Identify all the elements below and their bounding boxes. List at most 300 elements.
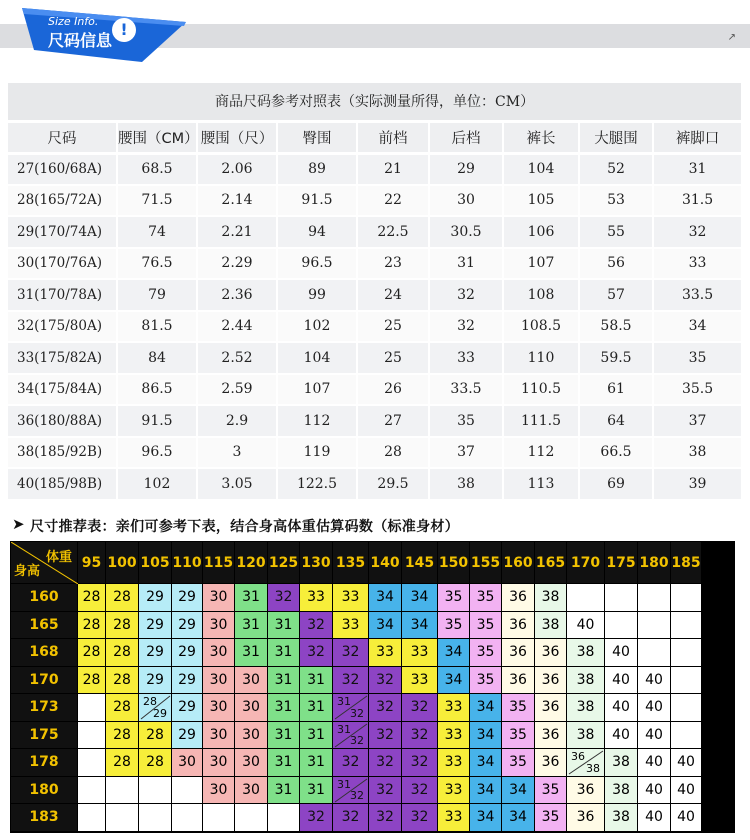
size-cell: 28 — [78, 584, 106, 612]
table-row — [8, 185, 742, 217]
size-cell: 29 — [172, 584, 203, 612]
size-cell: 31 — [268, 721, 300, 749]
empty-cell — [605, 584, 638, 612]
size-cell: 36 — [502, 584, 535, 612]
size-cell: 33 — [402, 666, 438, 694]
table-cell: 35 — [429, 405, 503, 437]
size-cell: 40 — [638, 804, 671, 832]
empty-cell — [78, 804, 106, 832]
table-cell: 91.5 — [117, 405, 197, 437]
size-label-cell: 30(170/76A) — [8, 248, 117, 280]
table-cell: 24 — [357, 279, 429, 311]
height-header: 173 — [11, 694, 78, 722]
size-label-cell: 27(160/68A) — [8, 153, 117, 185]
table-cell: 2.21 — [197, 216, 277, 248]
table-cell: 52 — [579, 153, 653, 185]
recommend-table — [10, 541, 702, 832]
table-cell: 66.5 — [579, 437, 653, 469]
size-cell: 31 — [300, 666, 333, 694]
table-cell: 86.5 — [117, 374, 197, 406]
size-cell: 40 — [638, 749, 671, 777]
size-cell: 38 — [567, 666, 605, 694]
size-cell: 35 — [535, 776, 567, 804]
size-cell: 30 — [203, 666, 235, 694]
column-header: 腰围（CM） — [117, 121, 197, 153]
height-header: 180 — [11, 776, 78, 804]
info-icon: ! — [112, 18, 136, 42]
table-cell: 107 — [503, 248, 579, 280]
table-cell: 57 — [579, 279, 653, 311]
size-cell: 30 — [172, 749, 203, 777]
size-cell: 38 — [605, 776, 638, 804]
size-cell: 32 — [402, 749, 438, 777]
weight-header: 150 — [438, 542, 470, 584]
table-cell: 122.5 — [277, 468, 357, 500]
size-label-cell: 34(175/84A) — [8, 374, 117, 406]
empty-cell — [268, 804, 300, 832]
size-cell: 29 — [172, 611, 203, 639]
column-header: 尺码 — [8, 121, 117, 153]
badge-title-en: Size Info. — [48, 15, 99, 28]
empty-cell — [78, 776, 106, 804]
size-cell: 36 — [535, 721, 567, 749]
size-cell: 28 — [106, 584, 139, 612]
size-cell: 32 — [402, 721, 438, 749]
empty-cell — [78, 694, 106, 722]
split-lower: 38 — [586, 761, 600, 775]
corner-weight-label: 体重 — [45, 550, 72, 565]
weight-header: 170 — [567, 542, 605, 584]
size-cell: 29 — [139, 584, 172, 612]
table-cell: 26 — [357, 374, 429, 406]
table-cell: 2.52 — [197, 342, 277, 374]
table-cell: 31 — [429, 248, 503, 280]
table-cell: 91.5 — [277, 185, 357, 217]
table-cell: 30 — [429, 185, 503, 217]
table-cell: 89 — [277, 153, 357, 185]
size-cell: 34 — [402, 584, 438, 612]
table-row — [11, 721, 702, 749]
column-header: 臀围 — [277, 121, 357, 153]
size-cell: 34 — [438, 639, 470, 667]
size-cell: 32 — [369, 721, 402, 749]
column-header: 大腿围 — [579, 121, 653, 153]
table-cell: 104 — [503, 153, 579, 185]
table-cell: 2.29 — [197, 248, 277, 280]
weight-header: 100 — [106, 542, 139, 584]
empty-cell — [671, 721, 702, 749]
table-cell: 32 — [429, 311, 503, 343]
empty-cell — [203, 804, 235, 832]
table-cell: 58.5 — [579, 311, 653, 343]
empty-cell — [139, 776, 172, 804]
split-upper: 31 — [337, 777, 351, 791]
empty-cell — [567, 584, 605, 612]
table-cell: 38 — [429, 468, 503, 500]
table-row — [11, 694, 702, 722]
size-cell: 28 — [106, 749, 139, 777]
table-cell: 35.5 — [653, 374, 742, 406]
size-cell: 31 — [235, 639, 268, 667]
size-cell: 32 — [333, 639, 369, 667]
arrow-right-icon: ➤ — [12, 515, 25, 533]
table-cell: 112 — [503, 437, 579, 469]
size-cell: 38 — [535, 611, 567, 639]
weight-header: 160 — [502, 542, 535, 584]
size-cell: 40 — [671, 749, 702, 777]
size-cell: 33 — [438, 721, 470, 749]
size-cell: 30 — [203, 694, 235, 722]
size-cell: 32 — [369, 804, 402, 832]
size-chart-caption: 商品尺码参考对照表（实际测量所得，单位：CM） — [8, 83, 742, 121]
size-cell: 32 — [369, 694, 402, 722]
table-row — [11, 584, 702, 612]
size-chart-table — [8, 83, 743, 501]
chevron-down-icon: ◥ — [134, 50, 143, 63]
size-cell: 31 — [268, 639, 300, 667]
table-row — [8, 216, 742, 248]
table-cell: 81.5 — [117, 311, 197, 343]
table-cell: 29.5 — [357, 468, 429, 500]
size-cell: 28 — [78, 666, 106, 694]
table-cell: 28 — [357, 437, 429, 469]
size-cell: 33 — [300, 584, 333, 612]
size-cell: 35 — [535, 804, 567, 832]
size-cell: 28 — [78, 611, 106, 639]
size-cell: 28 — [106, 694, 139, 722]
size-cell: 31 — [235, 584, 268, 612]
size-cell: 28 — [106, 666, 139, 694]
empty-cell — [671, 584, 702, 612]
size-chart-header-row — [8, 121, 742, 153]
size-cell: 31 — [300, 694, 333, 722]
empty-cell — [638, 639, 671, 667]
size-cell: 36 — [535, 639, 567, 667]
empty-cell — [139, 804, 172, 832]
table-cell: 110.5 — [503, 374, 579, 406]
height-header: 170 — [11, 666, 78, 694]
size-cell: 32 — [369, 666, 402, 694]
table-cell: 61 — [579, 374, 653, 406]
table-cell: 55 — [579, 216, 653, 248]
size-cell: 38 — [535, 584, 567, 612]
weight-header: 115 — [203, 542, 235, 584]
size-cell: 31 — [268, 694, 300, 722]
recommend-title: 尺寸推荐表：亲们可参考下表，结合身高体重估算码数（标准身材） — [30, 519, 459, 535]
size-cell: 34 — [369, 584, 402, 612]
size-cell: 38 — [567, 639, 605, 667]
table-cell: 56 — [579, 248, 653, 280]
empty-cell — [671, 639, 702, 667]
weight-header: 180 — [638, 542, 671, 584]
table-cell: 33.5 — [429, 374, 503, 406]
empty-cell — [106, 776, 139, 804]
height-header: 168 — [11, 639, 78, 667]
weight-header: 175 — [605, 542, 638, 584]
column-header: 裤脚口 — [653, 121, 742, 153]
size-cell: 32 — [300, 639, 333, 667]
table-cell: 25 — [357, 342, 429, 374]
table-cell: 111.5 — [503, 405, 579, 437]
size-cell: 35 — [470, 639, 502, 667]
weight-header: 135 — [333, 542, 369, 584]
weight-header-row — [11, 542, 702, 584]
size-cell: 36 — [502, 639, 535, 667]
table-row — [11, 666, 702, 694]
table-row — [11, 611, 702, 639]
table-cell: 35 — [653, 342, 742, 374]
table-cell: 71.5 — [117, 185, 197, 217]
table-cell: 32 — [429, 279, 503, 311]
empty-cell — [638, 584, 671, 612]
height-header: 178 — [11, 749, 78, 777]
size-cell: 30 — [203, 584, 235, 612]
size-cell: 36 — [535, 666, 567, 694]
size-cell: 38 — [567, 721, 605, 749]
table-row — [8, 374, 742, 406]
size-cell: 29 — [139, 666, 172, 694]
size-cell: 36 — [535, 694, 567, 722]
size-cell: 34 — [402, 611, 438, 639]
weight-header: 95 — [78, 542, 106, 584]
table-cell: 68.5 — [117, 153, 197, 185]
size-cell: 28 — [106, 611, 139, 639]
table-cell: 113 — [503, 468, 579, 500]
table-cell: 2.59 — [197, 374, 277, 406]
table-cell: 21 — [357, 153, 429, 185]
size-cell: 32 — [300, 611, 333, 639]
size-cell: 40 — [567, 611, 605, 639]
column-header: 腰围（尺） — [197, 121, 277, 153]
size-label-cell: 32(175/80A) — [8, 311, 117, 343]
size-cell: 30 — [235, 749, 268, 777]
size-cell: 32 — [333, 749, 369, 777]
size-cell: 36 — [567, 776, 605, 804]
empty-cell — [671, 611, 702, 639]
size-cell: 38 — [605, 749, 638, 777]
weight-header: 110 — [172, 542, 203, 584]
size-cell-split — [333, 776, 369, 804]
size-label-cell: 38(185/92B) — [8, 437, 117, 469]
table-cell: 29 — [429, 153, 503, 185]
height-header: 160 — [11, 584, 78, 612]
size-label-cell: 40(185/98B) — [8, 468, 117, 500]
size-cell: 28 — [139, 721, 172, 749]
size-chart-caption-row — [8, 83, 742, 121]
table-cell: 30.5 — [429, 216, 503, 248]
size-cell: 32 — [369, 749, 402, 777]
table-row — [8, 437, 742, 469]
size-cell: 32 — [369, 776, 402, 804]
table-cell: 27 — [357, 405, 429, 437]
table-cell: 37 — [429, 437, 503, 469]
size-cell: 35 — [438, 584, 470, 612]
table-cell: 69 — [579, 468, 653, 500]
table-cell: 112 — [277, 405, 357, 437]
weight-header: 120 — [235, 542, 268, 584]
table-cell: 2.14 — [197, 185, 277, 217]
size-label-cell: 29(170/74A) — [8, 216, 117, 248]
size-cell: 34 — [369, 611, 402, 639]
size-label-cell: 33(175/82A) — [8, 342, 117, 374]
corner-height-label: 身高 — [14, 564, 41, 579]
weight-header: 165 — [535, 542, 567, 584]
size-cell: 34 — [470, 694, 502, 722]
size-cell: 30 — [235, 666, 268, 694]
column-header: 前档 — [357, 121, 429, 153]
table-cell: 105 — [503, 185, 579, 217]
size-label-cell: 36(180/88A) — [8, 405, 117, 437]
table-cell: 31.5 — [653, 185, 742, 217]
size-cell-split — [333, 694, 369, 722]
table-cell: 119 — [277, 437, 357, 469]
size-cell: 31 — [300, 749, 333, 777]
table-cell: 59.5 — [579, 342, 653, 374]
arrow-icon: ↗ — [727, 32, 736, 43]
size-cell: 35 — [470, 666, 502, 694]
size-cell: 35 — [470, 611, 502, 639]
size-cell: 30 — [203, 776, 235, 804]
size-cell: 30 — [203, 721, 235, 749]
size-cell-split — [333, 721, 369, 749]
table-row — [8, 279, 742, 311]
empty-cell — [605, 611, 638, 639]
table-row — [8, 468, 742, 500]
size-cell: 36 — [502, 666, 535, 694]
table-row — [8, 405, 742, 437]
size-cell: 29 — [172, 721, 203, 749]
size-cell: 34 — [502, 804, 535, 832]
empty-cell — [172, 804, 203, 832]
size-cell: 40 — [671, 776, 702, 804]
table-corner — [11, 542, 78, 584]
size-cell: 30 — [203, 749, 235, 777]
table-cell: 33 — [653, 248, 742, 280]
table-cell: 3.05 — [197, 468, 277, 500]
size-cell: 28 — [78, 639, 106, 667]
recommend-chart — [10, 541, 735, 833]
size-cell: 32 — [402, 804, 438, 832]
size-cell: 34 — [470, 776, 502, 804]
size-cell: 32 — [333, 804, 369, 832]
table-cell: 2.06 — [197, 153, 277, 185]
size-cell: 33 — [402, 639, 438, 667]
table-cell: 99 — [277, 279, 357, 311]
table-cell: 33.5 — [653, 279, 742, 311]
size-cell: 40 — [638, 666, 671, 694]
size-cell: 28 — [106, 721, 139, 749]
column-header: 后档 — [429, 121, 503, 153]
size-cell: 40 — [638, 776, 671, 804]
split-upper: 36 — [571, 750, 585, 763]
table-cell: 3 — [197, 437, 277, 469]
size-info-badge — [8, 2, 188, 64]
table-row — [8, 153, 742, 185]
empty-cell — [172, 776, 203, 804]
size-cell: 29 — [172, 639, 203, 667]
weight-header: 130 — [300, 542, 333, 584]
table-cell: 102 — [277, 311, 357, 343]
size-cell: 31 — [268, 666, 300, 694]
empty-cell — [638, 611, 671, 639]
size-cell: 30 — [235, 776, 268, 804]
table-cell: 2.9 — [197, 405, 277, 437]
table-cell: 34 — [653, 311, 742, 343]
table-row — [8, 342, 742, 374]
size-cell: 31 — [268, 611, 300, 639]
size-cell: 28 — [139, 749, 172, 777]
table-row — [11, 749, 702, 777]
table-cell: 32 — [653, 216, 742, 248]
size-cell: 34 — [470, 721, 502, 749]
size-cell: 30 — [235, 721, 268, 749]
size-cell: 31 — [268, 749, 300, 777]
table-cell: 23 — [357, 248, 429, 280]
size-cell: 40 — [671, 804, 702, 832]
size-cell: 29 — [172, 666, 203, 694]
weight-header: 105 — [139, 542, 172, 584]
size-cell: 31 — [300, 776, 333, 804]
size-cell: 38 — [567, 694, 605, 722]
weight-header: 140 — [369, 542, 402, 584]
table-row — [8, 248, 742, 280]
split-lower: 32 — [350, 789, 364, 802]
badge-title-zh: 尺码信息 — [48, 31, 113, 50]
table-cell: 64 — [579, 405, 653, 437]
empty-cell — [78, 749, 106, 777]
empty-cell — [78, 721, 106, 749]
table-cell: 107 — [277, 374, 357, 406]
empty-cell — [671, 666, 702, 694]
size-cell: 29 — [139, 639, 172, 667]
size-cell: 31 — [300, 721, 333, 749]
table-cell: 22.5 — [357, 216, 429, 248]
height-header: 165 — [11, 611, 78, 639]
size-chart — [8, 83, 742, 503]
column-header: 裤长 — [503, 121, 579, 153]
weight-header: 185 — [671, 542, 702, 584]
size-cell: 34 — [470, 804, 502, 832]
size-cell: 32 — [402, 694, 438, 722]
table-cell: 22 — [357, 185, 429, 217]
size-cell: 30 — [203, 611, 235, 639]
table-cell: 94 — [277, 216, 357, 248]
table-cell: 96.5 — [117, 437, 197, 469]
size-cell: 35 — [502, 721, 535, 749]
table-cell: 84 — [117, 342, 197, 374]
size-cell: 33 — [333, 584, 369, 612]
size-cell: 31 — [235, 611, 268, 639]
size-cell: 35 — [470, 584, 502, 612]
size-cell-split — [139, 694, 172, 722]
split-lower: 29 — [153, 706, 167, 720]
size-cell: 32 — [333, 666, 369, 694]
table-cell: 108.5 — [503, 311, 579, 343]
table-row — [11, 804, 702, 832]
size-cell: 33 — [333, 611, 369, 639]
empty-cell — [106, 804, 139, 832]
size-cell: 35 — [502, 749, 535, 777]
table-cell: 76.5 — [117, 248, 197, 280]
size-cell: 34 — [502, 776, 535, 804]
table-cell: 108 — [503, 279, 579, 311]
size-cell: 35 — [438, 611, 470, 639]
size-cell: 40 — [605, 666, 638, 694]
table-cell: 110 — [503, 342, 579, 374]
size-cell: 33 — [438, 776, 470, 804]
table-row — [11, 776, 702, 804]
table-cell: 79 — [117, 279, 197, 311]
